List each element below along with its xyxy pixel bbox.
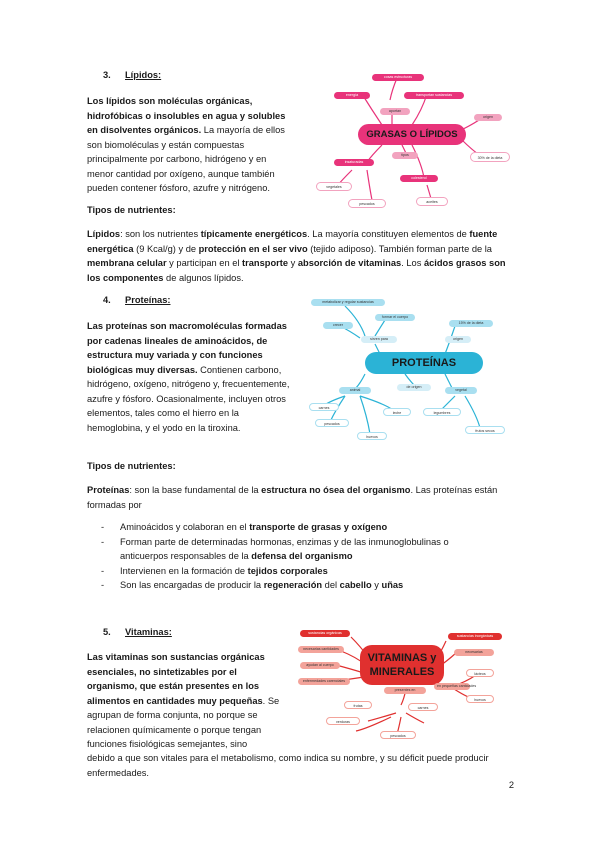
proteinas-node: 15% de la dieta — [449, 320, 493, 327]
proteinas-node: crecer — [323, 322, 353, 329]
proteinas-node: pescados — [315, 419, 349, 427]
vitaminas-node: sustancias orgánicas — [300, 630, 350, 637]
proteinas-node: leche — [383, 408, 411, 416]
proteinas-node: huevos — [357, 432, 387, 440]
proteinas-title: Proteínas: — [125, 295, 171, 305]
vitaminas-node: frutas — [344, 701, 372, 709]
b0-1: transporte de grasas y oxígeno — [249, 522, 388, 532]
lip-p2: típicamente energéticos — [200, 229, 308, 239]
vitaminas-node: necesarias — [454, 649, 494, 656]
proteinas-bullet-list — [87, 520, 487, 593]
vitaminas-intro-cont: debido a que son vitales para el metabolismo, como indica su nombre, y su déficit puede producir enfermedades. — [87, 753, 489, 778]
proteinas-node: formar el cuerpo — [375, 314, 415, 321]
vitaminas-node: enfermedades carenciales — [298, 678, 350, 685]
vitaminas-node: pescados — [380, 731, 416, 739]
proteinas-node: de origen — [397, 384, 431, 391]
lipidos-node: vegetales — [316, 182, 352, 191]
proteinas-nutrients-text — [87, 483, 517, 512]
b0-0: Aminoácidos y colaboran en el — [120, 522, 250, 532]
lip-p14: ácidos grasos son los componentes — [87, 258, 506, 283]
lipidos-intro-bold: Los lípidos son moléculas orgánicas, hidrofóbicas o insolubles en agua y solubles en disolventes orgánicos. — [87, 96, 286, 135]
lipidos-node: insaturadas — [334, 159, 374, 166]
proteinas-concept-map — [305, 296, 525, 442]
b3-1: regeneración — [263, 580, 323, 590]
lip-p5: (9 Kcal/g) y de — [133, 243, 199, 254]
proteinas-node: animal — [339, 387, 371, 394]
proteinas-intro-bold: Las proteínas son macromoléculas formadas por cadenas lineales de aminoácidos, de estructura muy variada y con funciones biológicas muy diversas. — [87, 321, 287, 375]
lipidos-node: energía — [334, 92, 370, 99]
lip-p10: transporte — [242, 258, 289, 268]
proteinas-node: legumbres — [423, 408, 461, 416]
lip-p1: : son los nutrientes — [120, 229, 201, 239]
vitaminas-node: presentes en — [384, 687, 426, 694]
pro-p2: estructura no ósea del organismo — [261, 485, 411, 495]
lip-p4: fuente energética — [87, 229, 498, 254]
vitaminas-intro-rest-1: . Se agrupan de forma conjunta, no porque se relacionen químicamente o porque tengan funciones fisiológicas semejantes, sino — [87, 695, 280, 749]
lipidos-node: pescados — [348, 199, 386, 208]
vitaminas-node: en pequeñas cantidades — [434, 683, 470, 690]
proteinas-number: 4. — [103, 295, 111, 305]
b2-0: Intervienen en la formación de — [120, 565, 248, 576]
proteinas-intro — [87, 319, 297, 435]
lipidos-intro-rest: La mayoría de ellos son biomoléculas y están compuestas principalmente por carbono, hidrógeno y en menor cantidad por oxígeno, aunque también pueden contener fósforo, azufre y nitrógeno. — [87, 125, 285, 193]
vitaminas-title: Vitaminas: — [125, 627, 172, 637]
proteinas-node: sirven para — [361, 336, 397, 343]
b3-2: del — [322, 580, 340, 590]
vitaminas-node: necesarias cantidades — [298, 646, 344, 653]
proteinas-map-title: PROTEÍNAS — [365, 352, 483, 374]
lipidos-node: tipos — [392, 152, 418, 159]
vitaminas-node: ayudan al cuerpo — [300, 662, 340, 669]
list-item — [87, 520, 487, 535]
b3-0: Son las encargadas de producir la — [120, 580, 264, 590]
lipidos-node: cosas estructuras — [372, 74, 424, 81]
vitaminas-node: verduras — [326, 717, 360, 725]
proteinas-node: origen — [445, 336, 471, 343]
vitaminas-node: sustancias inorgánicas — [448, 633, 502, 640]
list-item — [87, 564, 487, 579]
lipidos-concept-map — [312, 70, 512, 216]
lip-p7: (tejido adiposo). También forman parte de la — [307, 243, 492, 254]
lipidos-number: 3. — [103, 70, 111, 80]
lipidos-node: transportan sustancias — [404, 92, 464, 99]
lipidos-node: aceites — [416, 197, 448, 206]
pro-p3: . Las proteínas están formadas por — [87, 485, 498, 510]
lipidos-intro — [87, 94, 287, 196]
vitaminas-node: huevos — [466, 695, 494, 703]
lip-p9: y participan en el — [166, 258, 243, 268]
vitaminas-node: carnes — [408, 703, 438, 711]
lip-p11: y — [288, 258, 298, 268]
lipidos-nutrients-text — [87, 227, 517, 285]
vitaminas-map-title: VITAMINAS y MINERALES — [360, 645, 444, 685]
lipidos-heading — [103, 70, 161, 80]
lip-p12: absorción de vitaminas — [297, 258, 402, 268]
lipidos-node: colesterol — [400, 175, 438, 182]
lip-p13: . Los — [401, 258, 424, 268]
vitaminas-intro-bold-1: Las vitaminas son sustancias orgánicas esenciales, no sintetizables por el organismo, que están presentes en los — [87, 652, 265, 691]
b1-0: Forman parte de determinadas hormonas, enzimas y de las inmunoglobulinas o anticuerpos responsables de la — [120, 536, 449, 561]
lip-p15: de algunos lípidos. — [163, 272, 244, 283]
list-item — [87, 535, 487, 564]
proteinas-heading — [103, 295, 170, 305]
lip-p3: . La mayoría constituyen elementos de — [307, 229, 470, 239]
b3-5: uñas — [381, 580, 404, 590]
proteinas-intro-rest: Contienen carbono, hidrógeno, oxígeno, nitrógeno y, frecuentemente, azufre y fósforo. Ocasionalmente, incluyen otros elementos, tales como el hierro en la hemoglobina, y el yodo en la tiroxina. — [87, 364, 290, 433]
proteinas-node: vegetal — [445, 387, 477, 394]
vitaminas-heading — [103, 627, 172, 637]
b2-1: tejidos corporales — [247, 565, 328, 576]
vitaminas-number: 5. — [103, 627, 111, 637]
b3-3: cabello — [339, 580, 372, 590]
proteinas-nutrients-heading: Tipos de nutrientes: — [87, 461, 176, 471]
lipidos-title: Lípidos: — [125, 70, 162, 80]
lip-p6: protección en el ser vivo — [198, 243, 308, 254]
proteinas-node: metabolizar y regular sustancias — [311, 299, 385, 306]
lip-p0: Lípidos — [87, 229, 121, 239]
lipidos-node: 30% de la dieta — [470, 152, 510, 162]
list-item — [87, 578, 487, 593]
lipidos-node: origen — [474, 114, 502, 121]
lip-p8: membrana celular — [87, 258, 167, 268]
vitaminas-intro — [87, 650, 287, 752]
vitaminas-concept-map — [296, 627, 518, 745]
page-number: 2 — [508, 780, 514, 790]
b3-4: y — [371, 580, 382, 590]
proteinas-node: frutos secos — [465, 426, 505, 434]
lipidos-nutrients-heading: Tipos de nutrientes: — [87, 205, 176, 215]
lipidos-node: aportan — [380, 108, 410, 115]
vitaminas-intro-bold-2: alimentos en cantidades muy pequeñas — [87, 695, 263, 706]
proteinas-node: carnes — [309, 403, 339, 411]
b1-1: defensa del organismo — [251, 551, 353, 561]
pro-p1: : son la base fundamental de la — [129, 485, 262, 495]
lipidos-map-title: GRASAS O LÍPIDOS — [358, 124, 466, 145]
vitaminas-node: lácteos — [466, 669, 494, 677]
pro-p0: Proteínas — [87, 485, 130, 495]
